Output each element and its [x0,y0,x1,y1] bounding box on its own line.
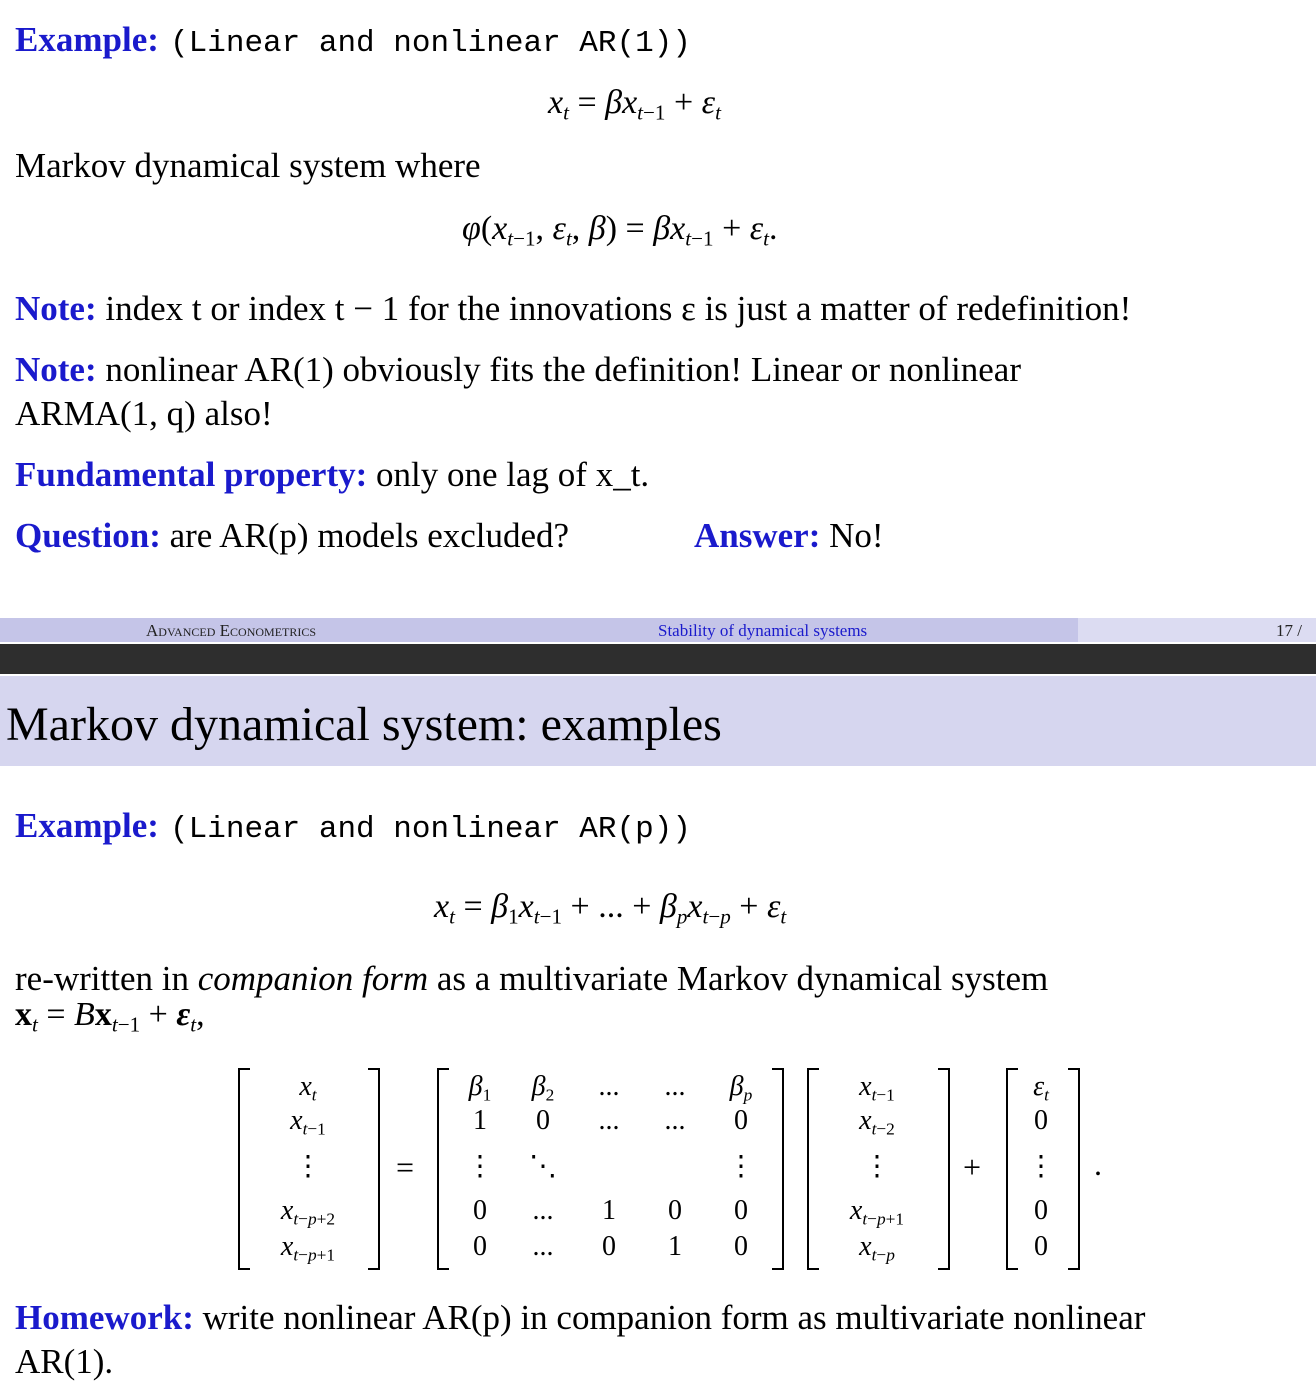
companion-emphasis: companion form [197,959,429,998]
footer-course: Advanced Econometrics [146,621,317,640]
note-1-text: index t or index t − 1 for the innovations ε is just a matter of redefinition! [105,289,1132,328]
eps-bracket-right [1068,1068,1080,1270]
state-vector-entry: $x_{t-1}$ [859,1071,895,1105]
eps-bracket-left [1006,1068,1018,1270]
homework-line-1: write nonlinear AR(p) in companion form as multivariate nonlinear [202,1298,1146,1337]
question-keyword: Question: [15,516,161,555]
matrix-b-entry: 0 [734,1105,748,1136]
state-vector-entry: $x_{t-p+1}$ [849,1195,905,1229]
companion-post: as a multivariate Markov dynamical system [436,959,1049,998]
matrix-b-entry: ⋱ [529,1151,557,1182]
state-vector-entry: ⋮ [863,1151,891,1182]
homework [15,1296,1145,1340]
lhs-vector-entry: $x_{t-1}$ [290,1105,326,1139]
homework-keyword: Homework: [15,1298,194,1337]
footer-section: Stability of dynamical systems [658,621,868,640]
matrix-b-bracket-left [437,1068,449,1270]
slide-footer [0,618,1316,642]
matrix-b-entry: ⋮ [466,1151,494,1182]
matrix-b-entry: 0 [734,1231,748,1262]
note-keyword: Note: [15,350,97,389]
example-title: (Linear and nonlinear AR(1)) [170,26,691,61]
matrix-b-entry: ... [664,1071,686,1102]
period: . [1094,1146,1102,1182]
markov-text: Markov dynamical system where [15,146,481,185]
question-text: are AR(p) models excluded? [169,516,570,555]
plus-sign: + [963,1149,982,1185]
phi-equation: $\varphi(x_{t-1}$, $\varepsilon_t$, $\beta) = \beta x_{t-1} + \varepsilon_t$. [462,210,778,251]
matrix-b-entry: 1 [602,1195,616,1226]
fundamental-property [15,453,649,497]
matrix-b-entry: ... [664,1105,686,1136]
fundamental-keyword: Fundamental property: [15,455,368,494]
companion-text [15,957,1048,1001]
eps-vector-entry: 0 [1034,1195,1048,1226]
eps-vector-entry: $\varepsilon_t$ [1033,1071,1049,1105]
ar1-equation: $x_t = \beta x_{t-1} + \varepsilon_t$ [548,84,721,125]
matrix-b-entry: ... [598,1105,620,1136]
arp-equation: $x_t = \beta_1x_{t-1}$ + ... + $\beta_px_{t-p} + \varepsilon_t$ [434,888,787,929]
state-bracket-right [938,1068,950,1270]
matrix-b-entry: 0 [734,1195,748,1226]
lhs-vector-entry: ⋮ [294,1151,322,1182]
state-bracket-left [807,1068,819,1270]
fundamental-text: only one lag of x_t. [376,455,650,494]
example-arp-heading [15,804,691,852]
matrix-b-entry: $\beta_p$ [729,1071,753,1105]
matrix-b-entry: 0 [602,1231,616,1262]
matrix-b-entry: 0 [473,1195,487,1226]
eps-vector-entry: ⋮ [1027,1151,1055,1182]
lhs-vector-entry: $x_t$ [299,1071,317,1105]
matrix-b-entry: 1 [668,1231,682,1262]
note-2-line-1: nonlinear AR(1) obviously fits the definition! Linear or nonlinear [105,350,1021,389]
example-ar1-heading [15,18,691,66]
matrix-b-entry: $\beta_1$ [468,1071,492,1105]
matrix-b-entry: 0 [668,1195,682,1226]
answer [694,514,884,558]
equals-sign: = [396,1149,415,1185]
note-keyword: Note: [15,289,97,328]
matrix-b-entry: ... [532,1195,554,1226]
lhs-vector-entry: $x_{t-p+2}$ [280,1195,336,1229]
example-keyword: Example: [15,20,159,59]
slide-separator [0,644,1316,674]
note-2-line-2: ARMA(1, q) also! [15,394,273,433]
matrix-b-entry: 0 [473,1231,487,1262]
example-title: (Linear and nonlinear AR(p)) [170,812,691,847]
matrix-b-entry: ⋮ [727,1151,755,1182]
matrix-b-entry: ... [532,1231,554,1262]
eps-vector-entry: 0 [1034,1231,1048,1262]
footer-page-number: 17 / [1276,621,1302,640]
note-1 [15,287,1131,331]
note-2 [15,348,1021,392]
homework-line-2: AR(1). [15,1342,114,1381]
answer-text: No! [829,516,884,555]
matrix-b-entry: 1 [473,1105,487,1136]
companion-equation: $x_t = Bx_{t-1} + \varepsilon_t$, [15,996,205,1037]
lhs-bracket-left [238,1068,250,1270]
answer-keyword: Answer: [694,516,821,555]
slide-title: Markov dynamical system: examples [6,698,722,751]
eps-vector-entry: 0 [1034,1105,1048,1136]
question [15,514,569,558]
lhs-vector-entry: $x_{t-p+1}$ [280,1231,336,1265]
state-vector-entry: $x_{t-2}$ [859,1105,895,1139]
companion-pre: re-written in [15,959,189,998]
example-keyword: Example: [15,806,159,845]
matrix-b-entry: 0 [536,1105,550,1136]
matrix-b-bracket-right [772,1068,784,1270]
matrix-b-entry: $\beta_2$ [531,1071,555,1105]
state-vector-entry: $x_{t-p}$ [859,1231,895,1265]
matrix-b-entry: ... [598,1071,620,1102]
lhs-bracket-right [368,1068,380,1270]
